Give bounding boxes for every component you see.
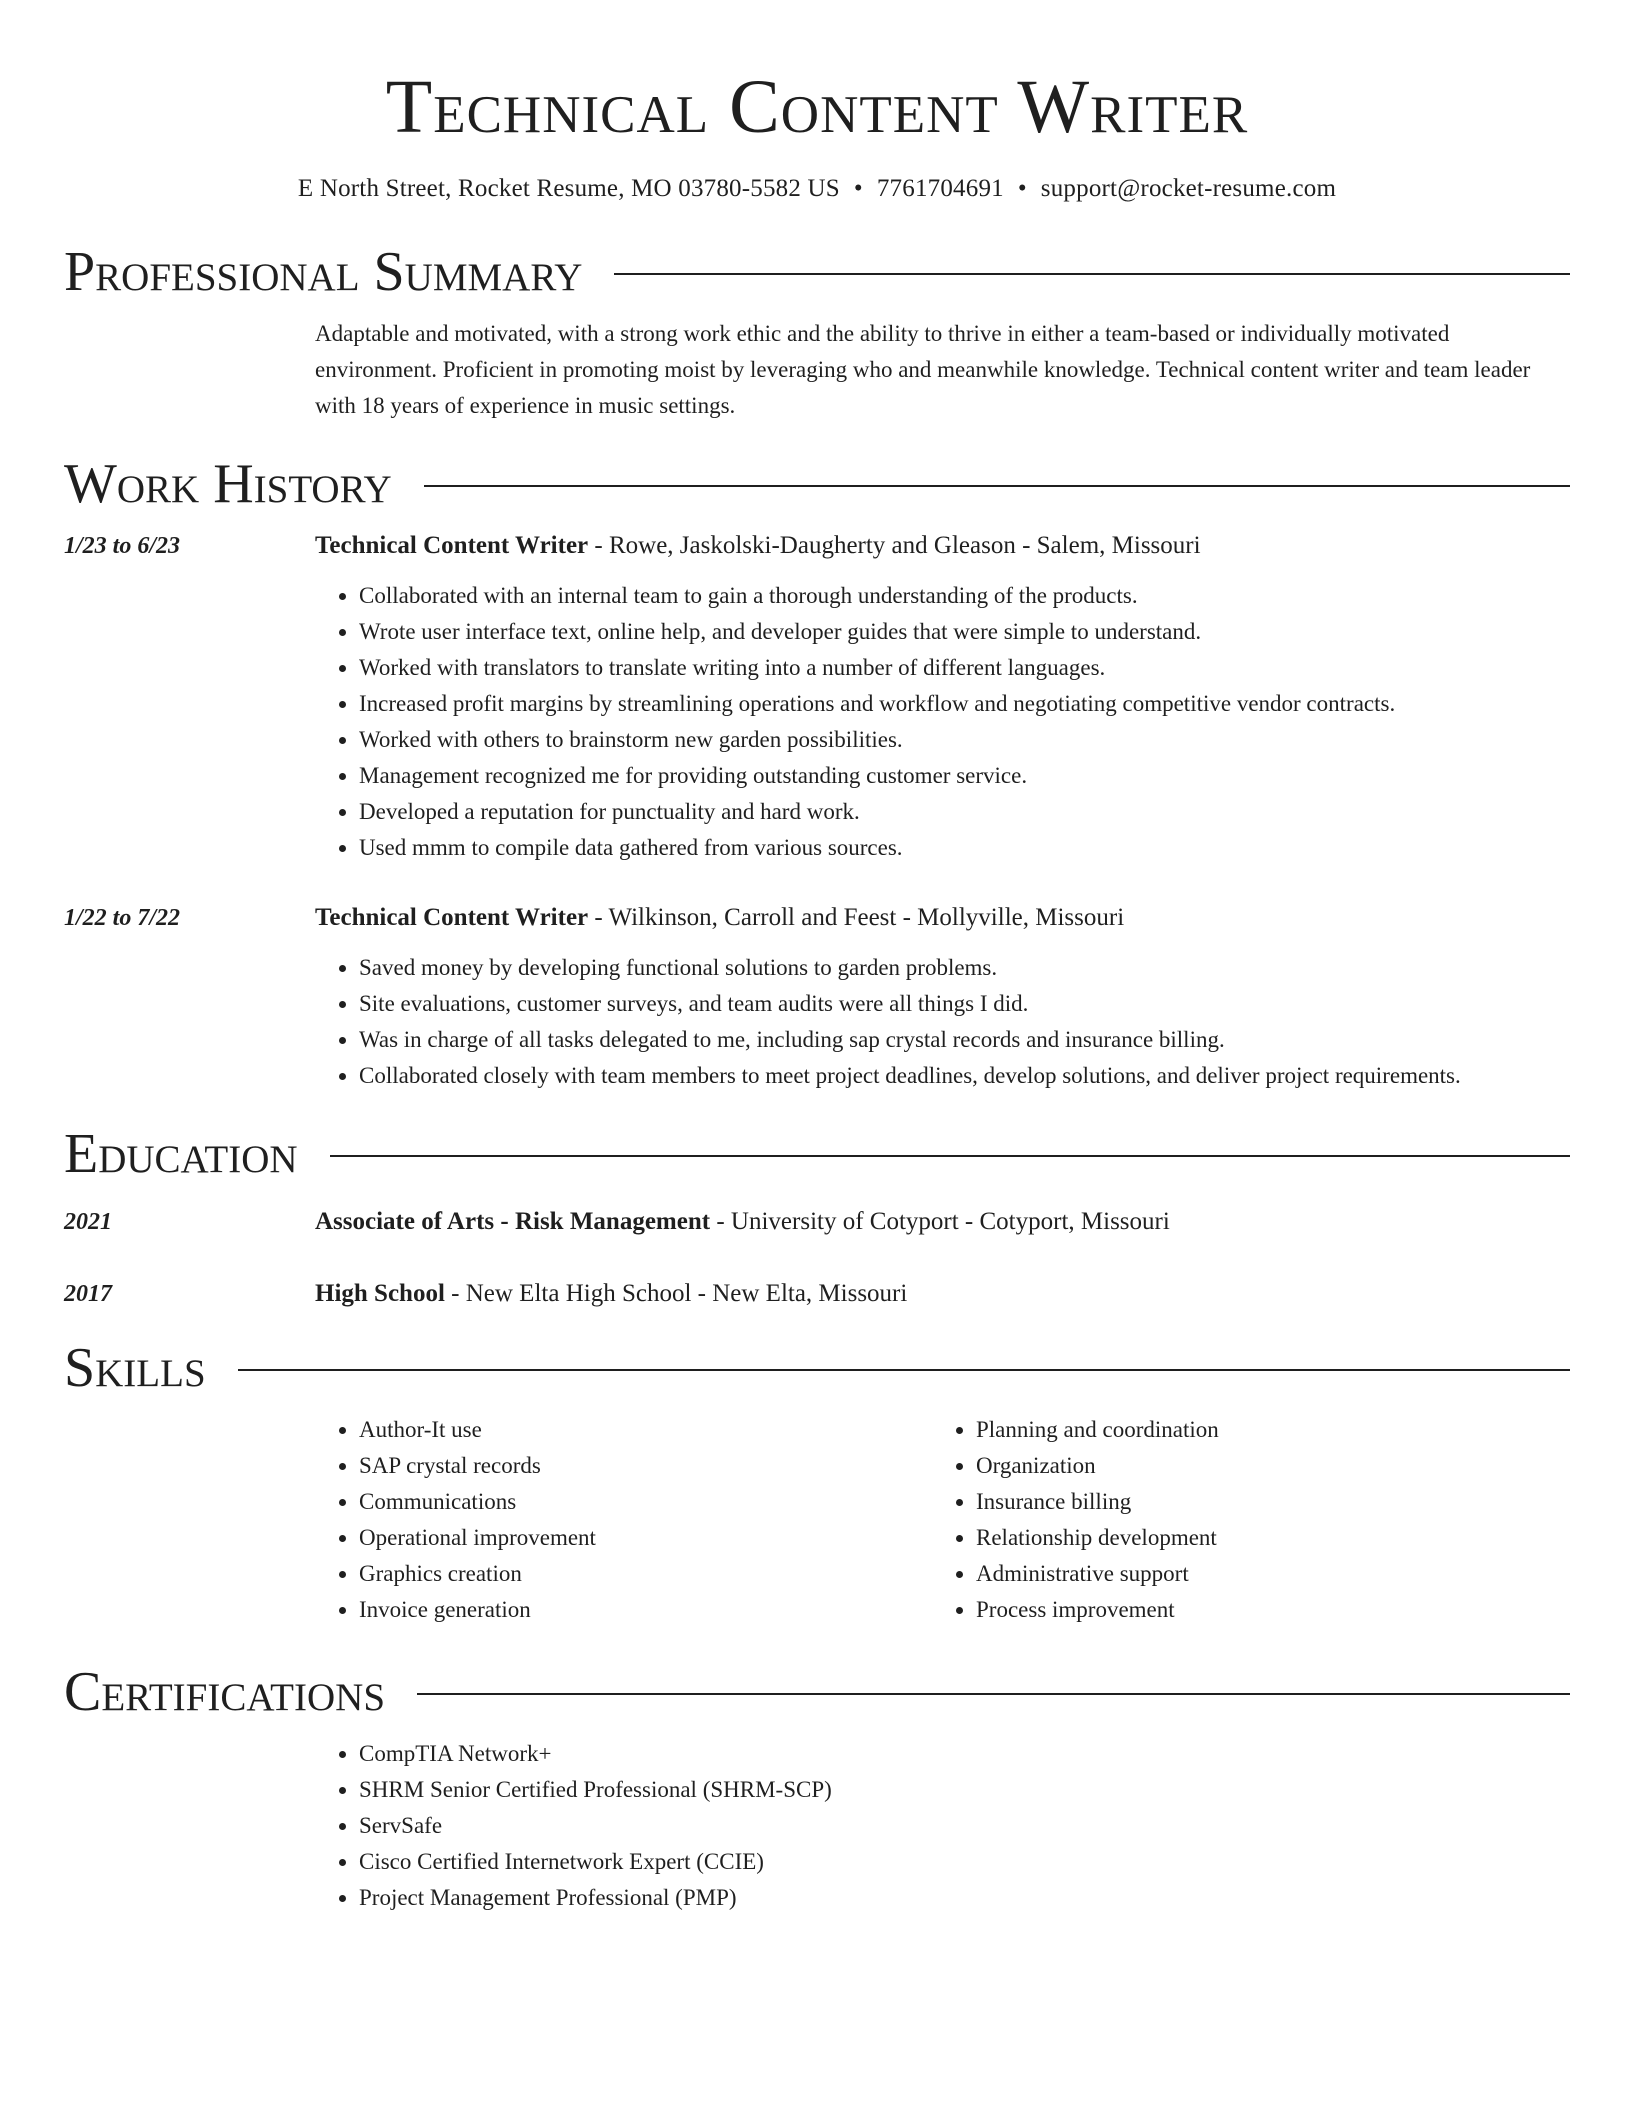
job-dates: 1/22 to 7/22 — [64, 905, 181, 931]
resume-name: Technical Content Writer — [385, 65, 1249, 149]
job-heading — [315, 900, 1570, 936]
section-header-education — [64, 1124, 1570, 1184]
section-header-work — [64, 454, 1570, 514]
section-divider — [614, 273, 1570, 275]
list-item: • Worked with others to brainstorm new garden possibilities. — [359, 722, 1570, 758]
section-title: Professional Summary — [64, 241, 583, 303]
list-item: • Administrative support — [976, 1556, 1549, 1592]
list-item: • CompTIA Network+ — [359, 1736, 1570, 1772]
list-item: • Increased profit margins by streamlining operations and workflow and negotiating competitive vendor contracts. — [359, 686, 1570, 722]
list-item: • Communications — [359, 1484, 932, 1520]
list-item: • Was in charge of all tasks delegated to me, including sap crystal records and insurance billing. — [359, 1022, 1570, 1058]
list-item: • Management recognized me for providing outstanding customer service. — [359, 758, 1570, 794]
section-title: Work History — [64, 453, 392, 515]
education-body — [315, 1204, 1570, 1240]
skills-list-left — [315, 1412, 932, 1628]
job-body — [315, 528, 1570, 866]
list-item: • Author-It use — [359, 1412, 932, 1448]
education-details: - New Elta High School - New Elta, Missouri — [444, 1280, 908, 1307]
education-year: 2021 — [64, 1209, 112, 1235]
list-item: • Insurance billing — [976, 1484, 1549, 1520]
list-item: • Project Management Professional (PMP) — [359, 1880, 1570, 1916]
certifications-block — [315, 1736, 1570, 1916]
section-divider — [417, 1693, 1570, 1695]
section-divider — [238, 1369, 1570, 1371]
education-details: - University of Cotyport - Cotyport, Missouri — [710, 1208, 1170, 1235]
job-bullets — [315, 950, 1570, 1094]
education-heading — [315, 1204, 1570, 1240]
list-item: • Invoice generation — [359, 1592, 932, 1628]
list-item: • Relationship development — [976, 1520, 1549, 1556]
list-item: • Planning and coordination — [976, 1412, 1549, 1448]
list-item: • Organization — [976, 1448, 1549, 1484]
section-divider — [330, 1155, 1570, 1157]
contact-phone: 7761704691 — [876, 175, 1004, 202]
job-entry — [64, 900, 1570, 1094]
list-item: • Collaborated with an internal team to gain a thorough understanding of the products. — [359, 578, 1570, 614]
job-role: Technical Content Writer — [315, 904, 589, 931]
list-item: • Operational improvement — [359, 1520, 932, 1556]
skills-list-right — [932, 1412, 1549, 1628]
list-item: • Wrote user interface text, online help, and developer guides that were simple to understand. — [359, 614, 1570, 650]
job-role: Technical Content Writer — [315, 532, 589, 559]
contact-separator: • — [1017, 175, 1027, 202]
list-item: • Site evaluations, customer surveys, and team audits were all things I did. — [359, 986, 1570, 1022]
section-divider — [424, 485, 1570, 487]
list-item: • SAP crystal records — [359, 1448, 932, 1484]
section-header-skills — [64, 1338, 1570, 1398]
section-title: Skills — [64, 1337, 206, 1399]
contact-email: support@rocket-resume.com — [1040, 175, 1337, 202]
list-item: • SHRM Senior Certified Professional (SHRM-SCP) — [359, 1772, 1570, 1808]
education-degree: Associate of Arts - Risk Management — [315, 1208, 711, 1235]
section-title: Certifications — [64, 1661, 386, 1723]
list-item: • Worked with translators to translate writing into a number of different languages. — [359, 650, 1570, 686]
contact-separator: • — [853, 175, 863, 202]
education-entry — [64, 1276, 1570, 1312]
contact-line — [64, 172, 1570, 206]
skills-block — [315, 1412, 1570, 1628]
job-details: - Wilkinson, Carroll and Feest - Mollyville, Missouri — [588, 904, 1125, 931]
contact-address: E North Street, Rocket Resume, MO 03780-5582 US — [297, 175, 840, 202]
summary-text: Adaptable and motivated, with a strong work ethic and the ability to thrive in either a team-based or individually motivated environment. Proficient in promoting moist by leveraging who and meanwhile knowledge. Technical content writer and team leader with 18 years of experience in music settings. — [315, 321, 1531, 418]
job-bullets — [315, 578, 1570, 866]
education-entry — [64, 1204, 1570, 1240]
list-item: • Graphics creation — [359, 1556, 932, 1592]
section-header-summary — [64, 242, 1570, 302]
education-body — [315, 1276, 1570, 1312]
list-item: • Developed a reputation for punctuality and hard work. — [359, 794, 1570, 830]
list-item: • ServSafe — [359, 1808, 1570, 1844]
job-entry — [64, 528, 1570, 866]
certifications-list — [315, 1736, 1570, 1916]
resume-page — [64, 0, 1570, 1916]
section-title: Education — [64, 1123, 298, 1185]
job-details: - Rowe, Jaskolski-Daugherty and Gleason - Salem, Missouri — [588, 532, 1201, 559]
job-body — [315, 900, 1570, 1094]
list-item: • Collaborated closely with team members to meet project deadlines, develop solutions, and deliver project requirements. — [359, 1058, 1570, 1094]
skills-columns — [315, 1412, 1570, 1628]
list-item: • Saved money by developing functional solutions to garden problems. — [359, 950, 1570, 986]
education-degree: High School — [315, 1280, 445, 1307]
education-year: 2017 — [64, 1281, 112, 1307]
job-dates: 1/23 to 6/23 — [64, 533, 181, 559]
list-item: • Process improvement — [976, 1592, 1549, 1628]
job-heading — [315, 528, 1570, 564]
education-heading — [315, 1276, 1570, 1312]
section-header-certifications — [64, 1662, 1570, 1722]
list-item: • Used mmm to compile data gathered from various sources. — [359, 830, 1570, 866]
list-item: • Cisco Certified Internetwork Expert (CCIE) — [359, 1844, 1570, 1880]
